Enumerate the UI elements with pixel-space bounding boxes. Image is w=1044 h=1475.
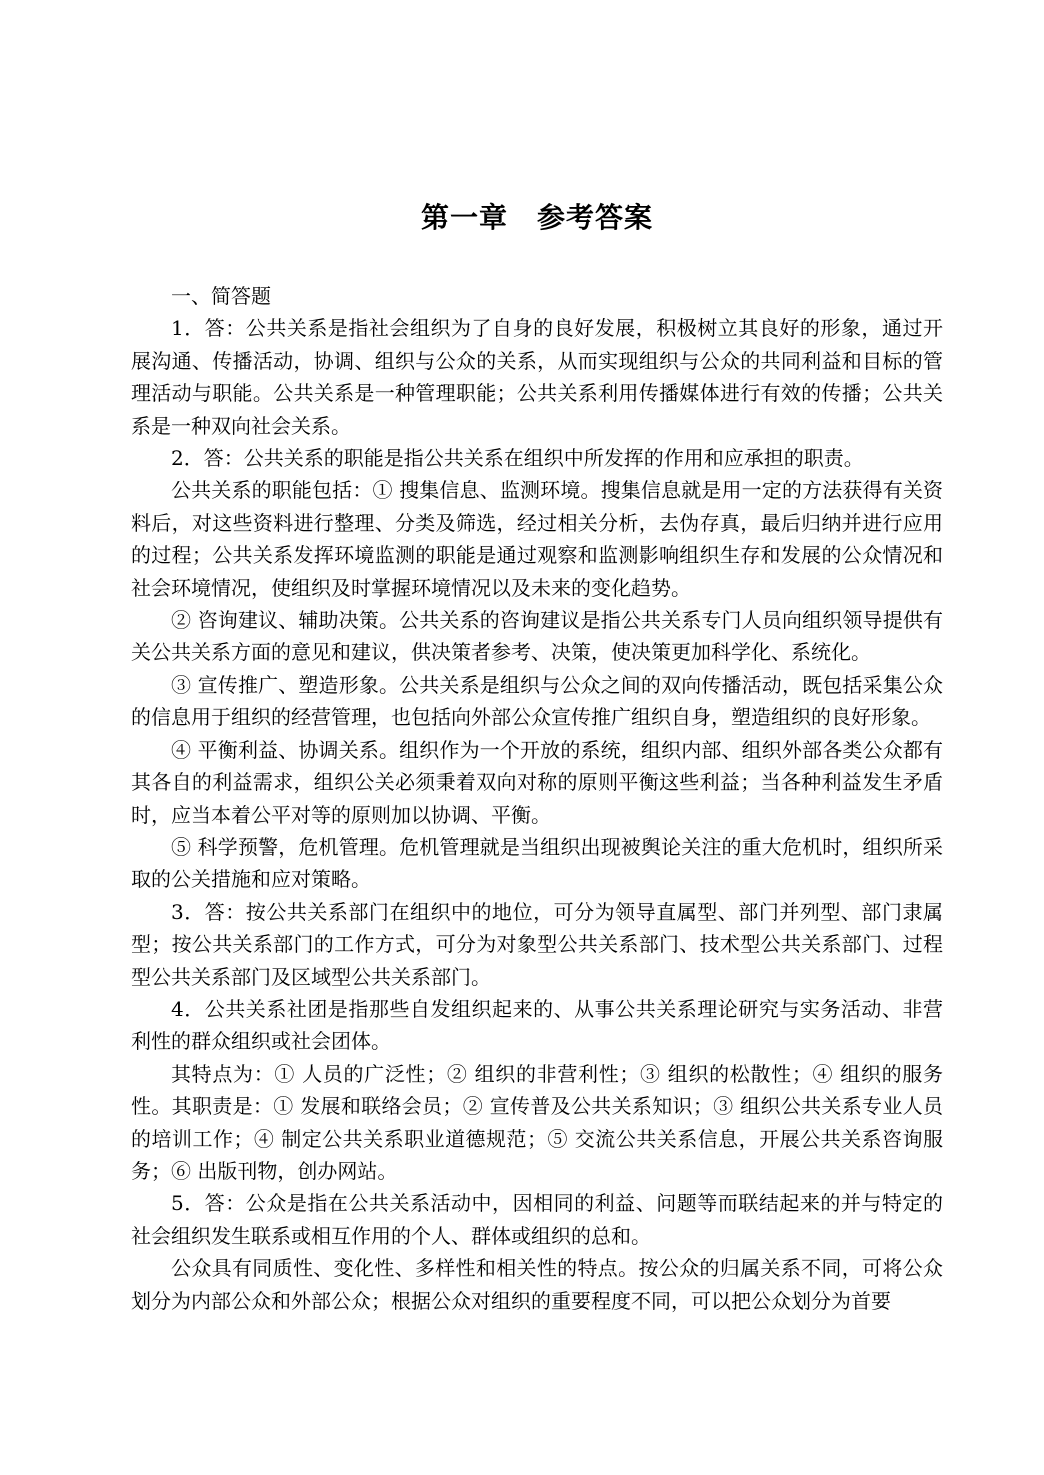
chapter-title: 第一章 参考答案 [420, 201, 653, 234]
paragraph-functions-2: ② 咨询建议、辅助决策。公共关系的咨询建议是指公共关系专门人员向组织领导提供有关公共关系方面的意见和建议，供决策者参考、决策，使决策更加科学化、系统化。 [131, 608, 943, 665]
paragraph-functions-5: ⑤ 科学预警，危机管理。危机管理就是当组织出现被舆论关注的重大危机时，组织所采取的公关措施和应对策略。 [131, 834, 943, 892]
paragraph-public-features: 公众具有同质性、变化性、多样性和相关性的特点。按公众的归属关系不同，可将公众划分为内部公众和外部公众；根据公众对组织的重要程度不同，可以把公众划分为首要 [131, 1256, 943, 1313]
paragraph-association-features: 其特点为：① 人员的广泛性；② 组织的非营利性；③ 组织的松散性；④ 组织的服务性。其职责是：① 发展和联络会员；② 宣传普及公共关系知识；③ 组织公共关系专业人员的培训工作；④ 制定公共关系职业道德规范；⑤ 交流公共关系信息，开展公共关系咨询服务；⑥ 出版刊物，创办网站。 [131, 1061, 943, 1183]
paragraph-functions-4: ④ 平衡利益、协调关系。组织作为一个开放的系统，组织内部、组织外部各类公众都有其各自的利益需求，组织公关必须秉着双向对称的原则平衡这些利益；当各种利益发生矛盾时，应当本着公平对等的原则加以协调、平衡。 [131, 737, 943, 827]
paragraph-answer-4: 4．公共关系社团是指那些自发组织起来的、从事公共关系理论研究与实务活动、非营利性的群众组织或社会团体。 [131, 996, 943, 1054]
document-body [131, 280, 943, 1317]
section-heading: 一、简答题 [171, 284, 271, 308]
paragraph-answer-1: 1．答：公共关系是指社会组织为了自身的良好发展，积极树立其良好的形象，通过开展沟通、传播活动，协调、组织与公众的关系，从而实现组织与公众的共同利益和目标的管理活动与职能。公共关系是一种管理职能；公共关系利用传播媒体进行有效的传播；公共关系是一种双向社会关系。 [131, 316, 943, 438]
paragraph-answer-5: 5．答：公众是指在公共关系活动中，因相同的利益、问题等而联结起来的并与特定的社会组织发生联系或相互作用的个人、群体或组织的总和。 [131, 1191, 943, 1248]
paragraph-functions-1: 公共关系的职能包括：① 搜集信息、监测环境。搜集信息就是用一定的方法获得有关资料后，对这些资料进行整理、分类及筛选，经过相关分析，去伪存真，最后归纳并进行应用的过程；公共关系发挥环境监测的职能是通过观察和监测影响组织生存和发展的公众情况和社会环境情况，使组织及时掌握环境情况以及未来的变化趋势。 [131, 478, 943, 600]
paragraph-answer-2: 2．答：公共关系的职能是指公共关系在组织中所发挥的作用和应承担的职责。 [171, 446, 864, 471]
paragraph-answer-3: 3．答：按公共关系部门在组织中的地位，可分为领导直属型、部门并列型、部门隶属型；按公共关系部门的工作方式，可分为对象型公共关系部门、技术型公共关系部门、过程型公共关系部门及区域型公共关系部门。 [131, 899, 943, 989]
paragraph-functions-3: ③ 宣传推广、塑造形象。公共关系是组织与公众之间的双向传播活动，既包括采集公众的信息用于组织的经营管理，也包括向外部公众宣传推广组织自身，塑造组织的良好形象。 [131, 672, 943, 730]
